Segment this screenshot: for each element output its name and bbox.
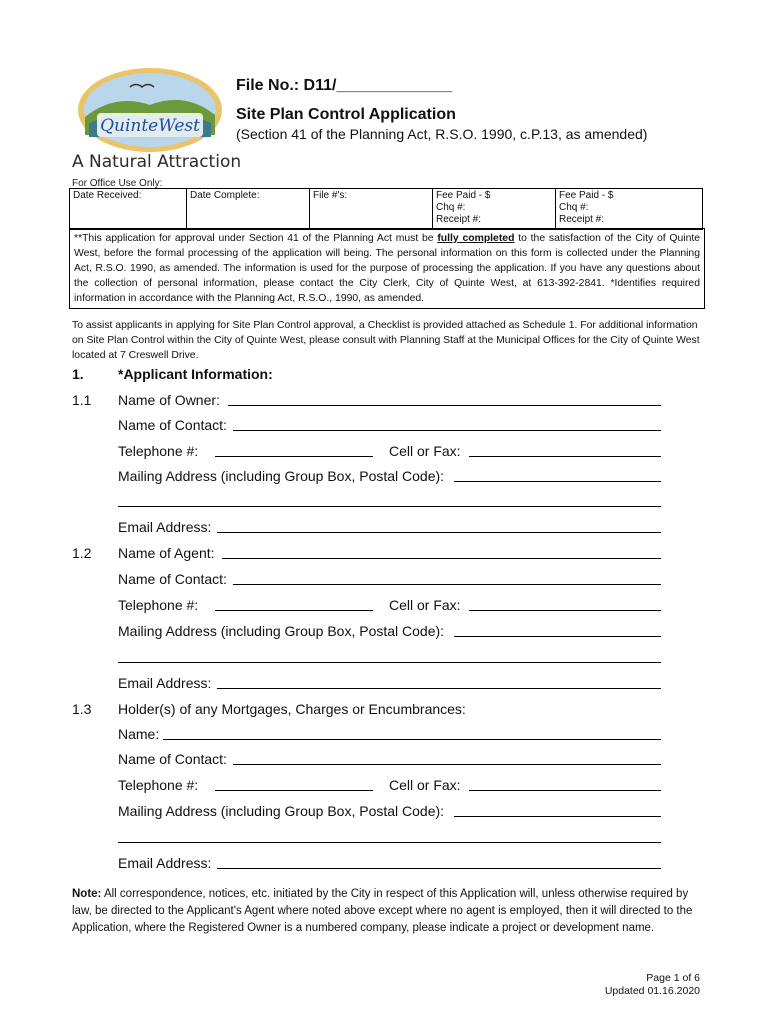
holder-address-field[interactable] — [454, 816, 661, 817]
owner-address-field-2[interactable] — [118, 506, 661, 507]
mailing-address-label: Mailing Address (including Group Box, Postal Code): — [118, 803, 445, 819]
owner-name-label: Name of Owner: — [118, 392, 220, 408]
note-label: Note: — [72, 888, 102, 900]
owner-name-field[interactable] — [228, 405, 661, 406]
subsection-number: 1.1 — [72, 392, 92, 408]
fee-paid-cell: Fee Paid - $ Chq #: Receipt #: — [556, 189, 703, 230]
office-use-label: For Office Use Only: — [72, 178, 163, 189]
subsection-number: 1.2 — [72, 545, 92, 561]
agent-contact-field[interactable] — [233, 584, 661, 585]
mailing-address-label: Mailing Address (including Group Box, Postal Code): — [118, 623, 445, 639]
cell-fax-label: Cell or Fax: — [389, 777, 461, 793]
holder-contact-field[interactable] — [233, 764, 661, 765]
page-footer — [605, 972, 700, 998]
owner-telephone-field[interactable] — [215, 456, 373, 457]
cell-fax-label: Cell or Fax: — [389, 597, 461, 613]
tagline: A Natural Attraction — [72, 152, 242, 172]
owner-address-field[interactable] — [454, 481, 661, 482]
file-number: File No.: D11/_____________ — [236, 77, 453, 94]
subsection-number: 1.3 — [72, 701, 92, 717]
holder-email-field[interactable] — [217, 868, 661, 869]
holder-cell-field[interactable] — [469, 790, 661, 791]
page-subtitle: (Section 41 of the Planning Act, R.S.O. 1990, c.P.13, as amended) — [236, 126, 648, 142]
email-label: Email Address: — [118, 519, 212, 535]
page-title: Site Plan Control Application — [236, 106, 456, 123]
holder-address-field-2[interactable] — [118, 842, 661, 843]
agent-telephone-field[interactable] — [215, 610, 373, 611]
telephone-label: Telephone #: — [118, 443, 199, 459]
mortgage-holder-heading: Holder(s) of any Mortgages, Charges or Encumbrances: — [118, 701, 466, 717]
agent-cell-field[interactable] — [469, 610, 661, 611]
section-title: *Applicant Information: — [118, 366, 273, 382]
telephone-label: Telephone #: — [118, 777, 199, 793]
holder-telephone-field[interactable] — [215, 790, 373, 791]
correspondence-note: Note: All correspondence, notices, etc. initiated by the City in respect of this Application will, unless otherwise required by law, be directed to the Applicant's Agent where noted above except where no agent is employed, then it will directed to the Application, where the Registered Owner is a numbered company, please indicate a project or development name. — [72, 888, 693, 934]
fee-paid-cell: Fee Paid - $ Chq #: Receipt #: — [433, 189, 556, 230]
updated-date: Updated 01.16.2020 — [604, 985, 700, 997]
date-complete-cell: Date Complete: — [187, 189, 310, 230]
page-number: Page 1 of 6 — [646, 972, 700, 984]
quinte-west-logo — [75, 65, 225, 155]
cell-fax-label: Cell or Fax: — [389, 443, 461, 459]
owner-cell-field[interactable] — [469, 456, 661, 457]
file-numbers-cell: File #'s: — [310, 189, 433, 230]
email-label: Email Address: — [118, 675, 212, 691]
agent-name-field[interactable] — [222, 558, 661, 559]
holder-name-label: Name: — [118, 726, 160, 742]
privacy-notice: **This application for approval under Section 41 of the Planning Act must be fully completed to the satisfaction of the City of Quinte West, before the formal processing of the application will being. The personal information on this form is collected under the Planning Act, R.S.O. 1990, as amended. The information is used for the purpose of processing the application. If you have any questions about the collection of personal information, please contact the City Clerk, City of Quinte West, at 613-392-2841. *Identifies required information in accordance with the Planning Act, R.S.O., 1990, as amended. — [69, 228, 705, 309]
agent-address-field[interactable] — [454, 636, 661, 637]
mailing-address-label: Mailing Address (including Group Box, Postal Code): — [118, 468, 445, 484]
intro-paragraph: To assist applicants in applying for Site Plan Control approval, a Checklist is provided attached as Schedule 1. For additional information on Site Plan Control within the City of Quinte West, please consult with Planning Staff at the Municipal Offices for the City of Quinte West located at 7 Creswell Drive. — [72, 320, 700, 361]
owner-contact-field[interactable] — [233, 430, 661, 431]
section-number: 1. — [72, 366, 84, 382]
contact-name-label: Name of Contact: — [118, 751, 227, 767]
email-label: Email Address: — [118, 855, 212, 871]
logo-wordmark: QuinteWest — [100, 116, 200, 136]
date-received-cell: Date Received: — [70, 189, 187, 230]
agent-name-label: Name of Agent: — [118, 545, 215, 561]
holder-name-field[interactable] — [163, 739, 661, 740]
agent-email-field[interactable] — [217, 688, 661, 689]
contact-name-label: Name of Contact: — [118, 571, 227, 587]
owner-email-field[interactable] — [217, 532, 661, 533]
contact-name-label: Name of Contact: — [118, 417, 227, 433]
office-use-table — [69, 188, 703, 230]
agent-address-field-2[interactable] — [118, 662, 661, 663]
telephone-label: Telephone #: — [118, 597, 199, 613]
